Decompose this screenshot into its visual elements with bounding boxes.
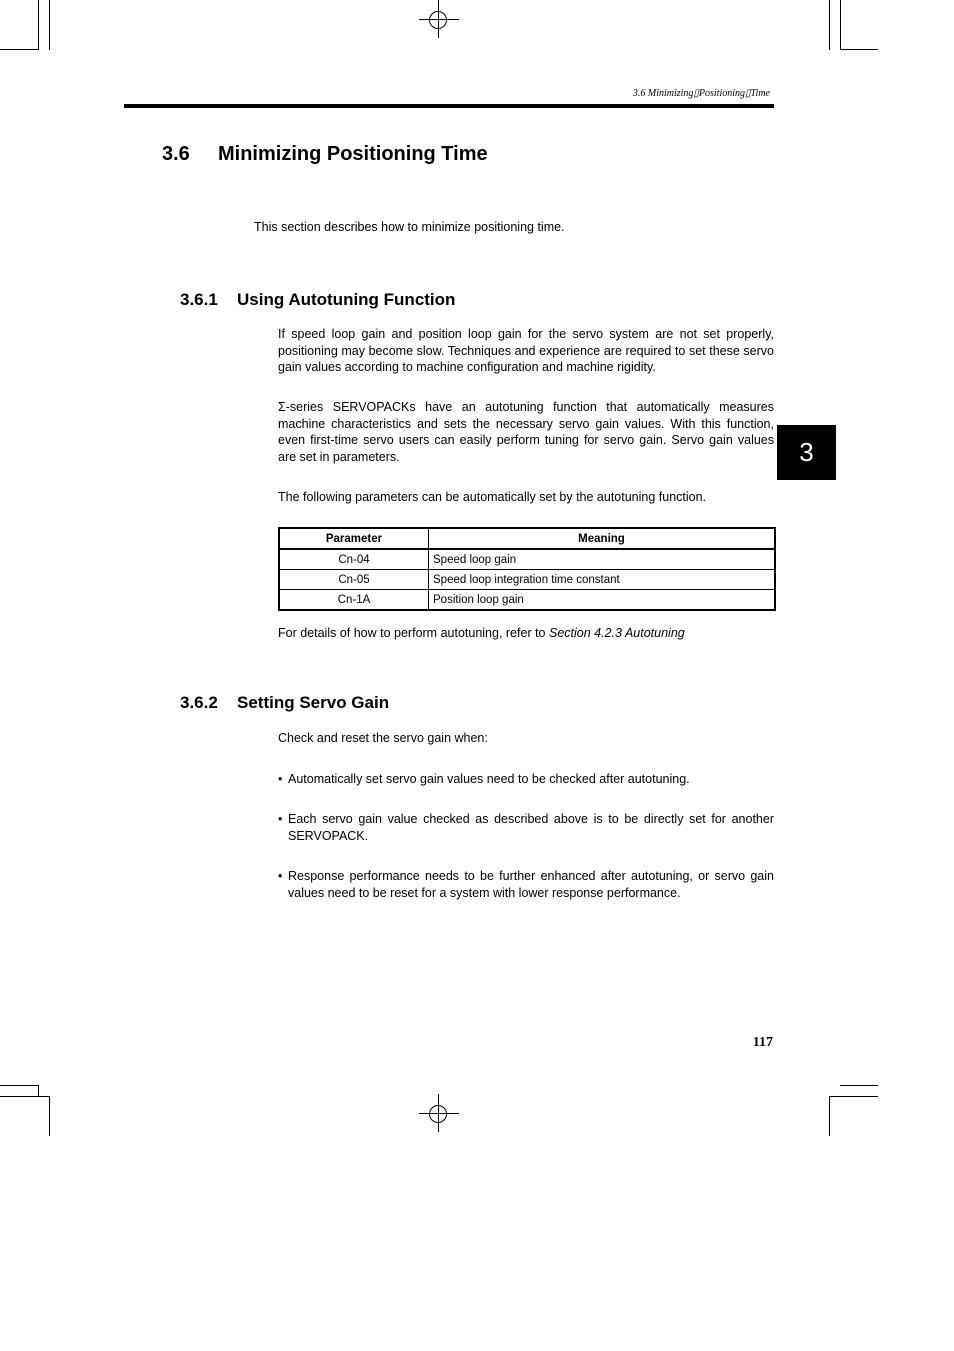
table-header-cell: Meaning bbox=[429, 528, 776, 549]
table-header-row bbox=[279, 528, 775, 549]
bullet-marker: • bbox=[278, 812, 283, 826]
section-title: Minimizing Positioning Time bbox=[218, 143, 488, 165]
section-intro: This section describes how to minimize positioning time. bbox=[254, 220, 565, 234]
subsection-number: 3.6.1 bbox=[180, 290, 218, 309]
table-cell-meaning: Speed loop gain bbox=[429, 549, 776, 570]
bullet-marker: • bbox=[278, 772, 283, 786]
reference-prefix: For details of how to perform autotuning, refer to bbox=[278, 626, 549, 640]
table-cell-parameter: Cn-1A bbox=[279, 590, 429, 611]
table-header-cell: Parameter bbox=[279, 528, 429, 549]
paragraph: If speed loop gain and position loop gain for the servo system are not set properly, positioning may become slow. Techniques and experience are required to set these servo gain values according to machine configuration and machine rigidity. bbox=[278, 327, 774, 374]
bullet-marker: • bbox=[278, 869, 283, 883]
reference-paragraph bbox=[278, 625, 774, 642]
running-header: 3.6 Minimizing▯Positioning▯Time bbox=[632, 88, 770, 99]
list-item bbox=[278, 771, 774, 788]
subsection-title: Using Autotuning Function bbox=[237, 290, 456, 309]
section-reference-link[interactable]: Section 4.2.3 Autotuning bbox=[548, 626, 685, 640]
list-item bbox=[278, 811, 774, 844]
table-cell-meaning: Position loop gain bbox=[429, 590, 776, 611]
section-heading bbox=[162, 143, 488, 166]
table-row bbox=[279, 570, 775, 590]
list-item-text: Each servo gain value checked as described above is to be directly set for another SERVOPACK. bbox=[288, 812, 774, 843]
table-cell-parameter: Cn-05 bbox=[279, 570, 429, 590]
list-item bbox=[278, 868, 774, 901]
chapter-tab: 3 bbox=[777, 425, 836, 480]
table-row bbox=[279, 549, 775, 570]
subsection-title: Setting Servo Gain bbox=[237, 693, 390, 712]
subsection-number: 3.6.2 bbox=[180, 693, 218, 712]
subsection-heading-servo-gain bbox=[180, 693, 389, 713]
table-cell-meaning: Speed loop integration time constant bbox=[429, 570, 776, 590]
header-rule bbox=[124, 104, 774, 108]
page-number: 117 bbox=[752, 1035, 773, 1050]
list-item-text: Response performance needs to be further enhanced after autotuning, or servo gain values need to be reset for a system with lower response performance. bbox=[288, 869, 774, 900]
paragraph: Check and reset the servo gain when: bbox=[278, 731, 488, 745]
table-row bbox=[279, 590, 775, 611]
paragraph: Σ-series SERVOPACKs have an autotuning function that automatically measures machine characteristics and sets the necessary servo gain values. With this function, even first-time servo users can easily perform tuning for servo gain. Servo gain values are set in parameters. bbox=[278, 400, 774, 464]
table-cell-parameter: Cn-04 bbox=[279, 549, 429, 570]
list-item-text: Automatically set servo gain values need to be checked after autotuning. bbox=[288, 772, 690, 786]
paragraph: The following parameters can be automatically set by the autotuning function. bbox=[278, 490, 707, 504]
section-number: 3.6 bbox=[162, 143, 190, 165]
subsection-heading-autotuning bbox=[180, 290, 455, 310]
parameter-table bbox=[278, 527, 776, 611]
